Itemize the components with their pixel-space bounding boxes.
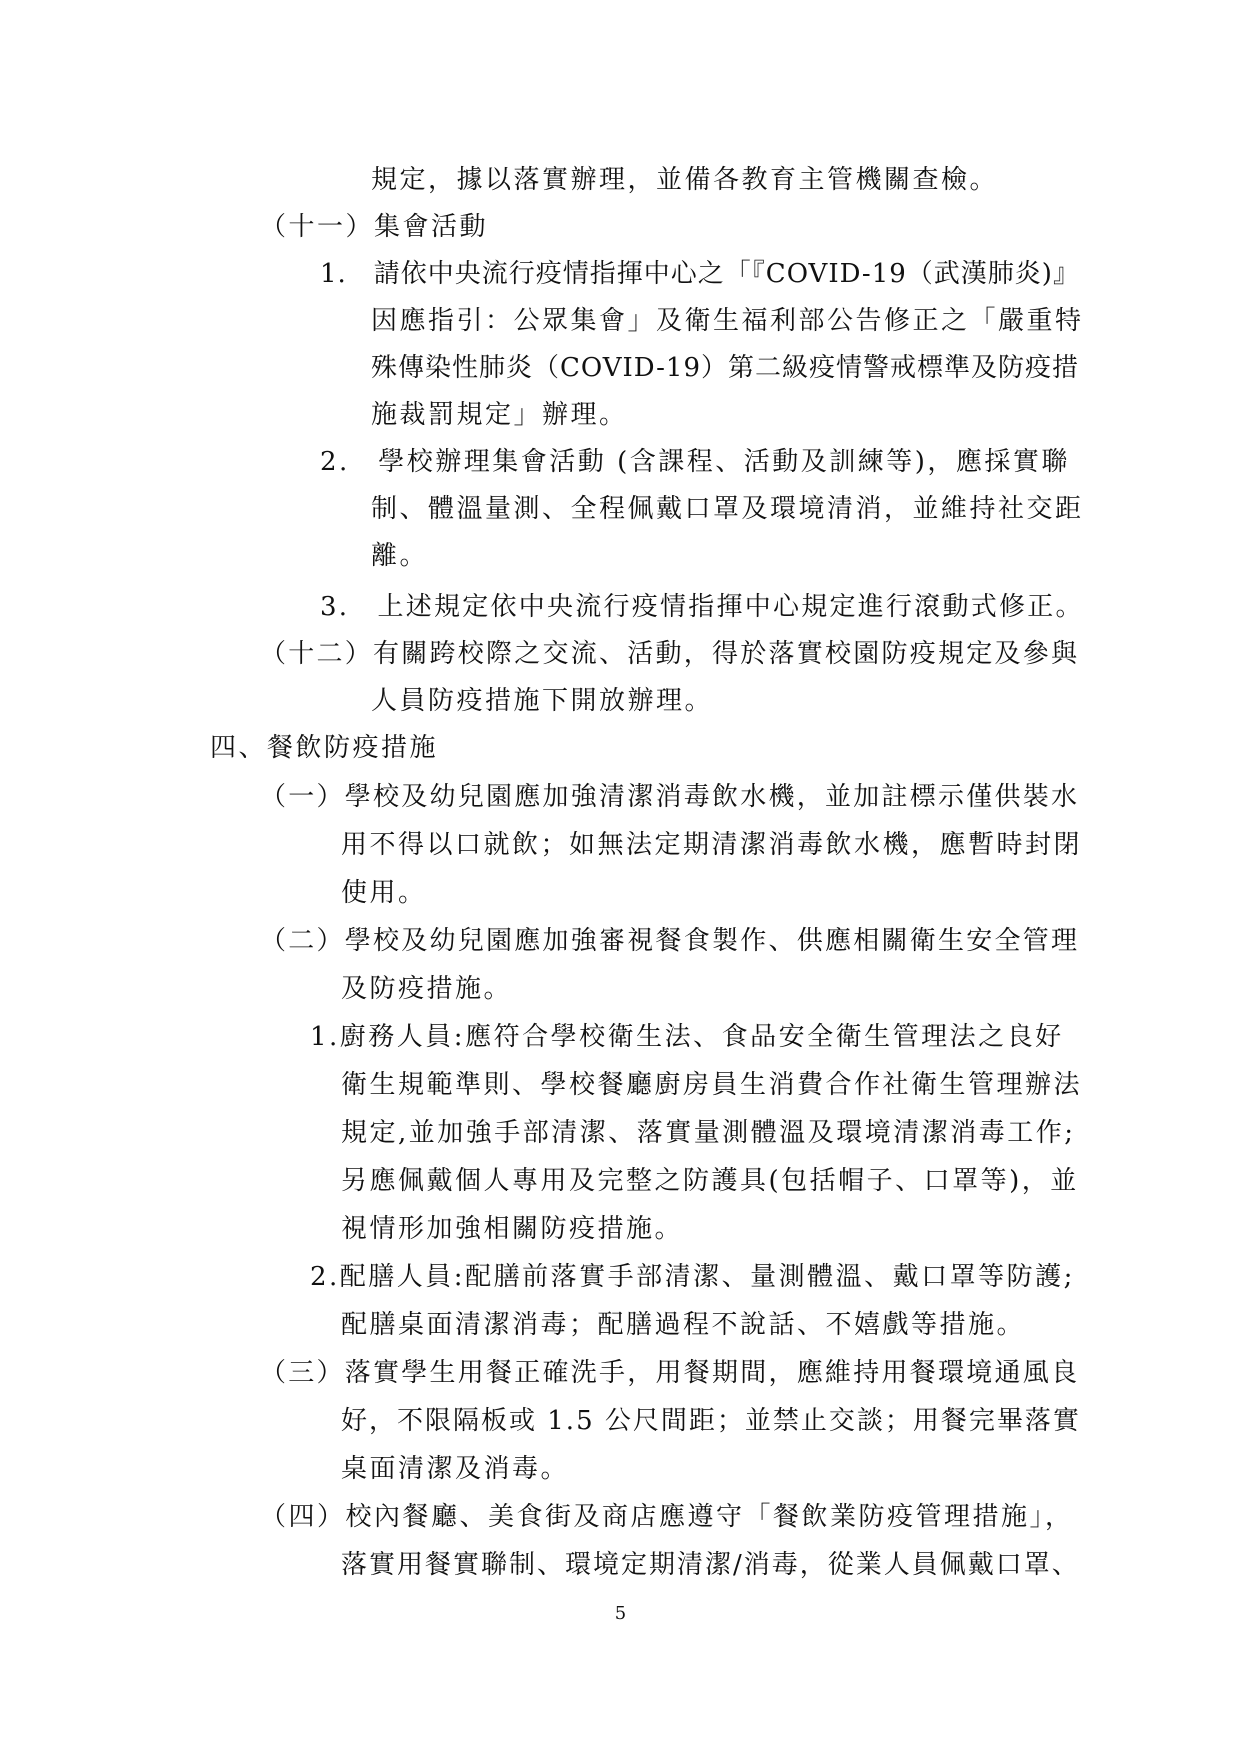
list-item: 2. 學校辦理集會活動 (含課程、活動及訓練等)，應採實聯 [320,447,1070,477]
text-line: 好，不限隔板或 1.5 公尺間距；並禁止交談；用餐完畢落實 [341,1406,1081,1436]
text-line: 離。 [371,541,429,571]
section-heading: （十二）有關跨校際之交流、活動，得於落實校園防疫規定及參與 [260,639,1080,669]
text-line: 及防疫措施。 [341,974,513,1004]
text-line: 配膳桌面清潔消毒；配膳過程不說話、不嬉戲等措施。 [341,1310,1026,1340]
section-heading: （四）校內餐廳、美食街及商店應遵守「餐飲業防疫管理措施」， [260,1502,1074,1532]
page-number: 5 [614,1603,627,1624]
text-line: 規定,並加強手部清潔、落實量測體溫及環境清潔消毒工作; [341,1118,1076,1148]
text-line: 規定，據以落實辦理，並備各教育主管機關查檢。 [371,165,999,195]
text-line: 衛生規範準則、學校餐廳廚房員生消費合作社衛生管理辦法 [341,1070,1083,1100]
list-item: 1. 請依中央流行疫情指揮中心之「『COVID-19（武漢肺炎)』 [320,259,1080,289]
text-line: 視情形加強相關防疫措施。 [341,1214,684,1244]
section-heading: （二）學校及幼兒園應加強審視餐食製作、供應相關衛生安全管理 [260,926,1080,956]
chapter-heading: 四、餐飲防疫措施 [210,733,439,763]
list-item: 1.廚務人員:應符合學校衛生法、食品安全衛生管理法之良好 [310,1022,1064,1052]
text-line: 制、體溫量測、全程佩戴口罩及環境清消，並維持社交距 [371,494,1084,524]
text-line: 另應佩戴個人專用及完整之防護具(包括帽子、口罩等)，並 [341,1166,1079,1196]
text-line: 殊傳染性肺炎（COVID-19）第二級疫情警戒標準及防疫措 [371,353,1079,383]
text-line: 用不得以口就飲；如無法定期清潔消毒飲水機，應暫時封閉 [341,830,1083,860]
text-line: 桌面清潔及消毒。 [341,1454,570,1484]
section-heading: （三）落實學生用餐正確洗手，用餐期間，應維持用餐環境通風良 [260,1358,1080,1388]
section-heading: （一）學校及幼兒園應加強清潔消毒飲水機，並加註標示僅供裝水 [260,782,1080,812]
text-line: 落實用餐實聯制、環境定期清潔/消毒，從業人員佩戴口罩、 [341,1550,1080,1580]
text-line: 因應指引：公眾集會」及衛生福利部公告修正之「嚴重特 [371,306,1084,336]
text-line: 施裁罰規定」辦理。 [371,400,628,430]
text-line: 使用。 [341,878,427,908]
list-item: 3. 上述規定依中央流行疫情指揮中心規定進行滾動式修正。 [320,592,1084,622]
text-line: 人員防疫措施下開放辦理。 [371,686,714,716]
list-item: 2.配膳人員:配膳前落實手部清潔、量測體溫、戴口罩等防護; [310,1262,1075,1292]
section-heading: （十一）集會活動 [260,212,489,242]
